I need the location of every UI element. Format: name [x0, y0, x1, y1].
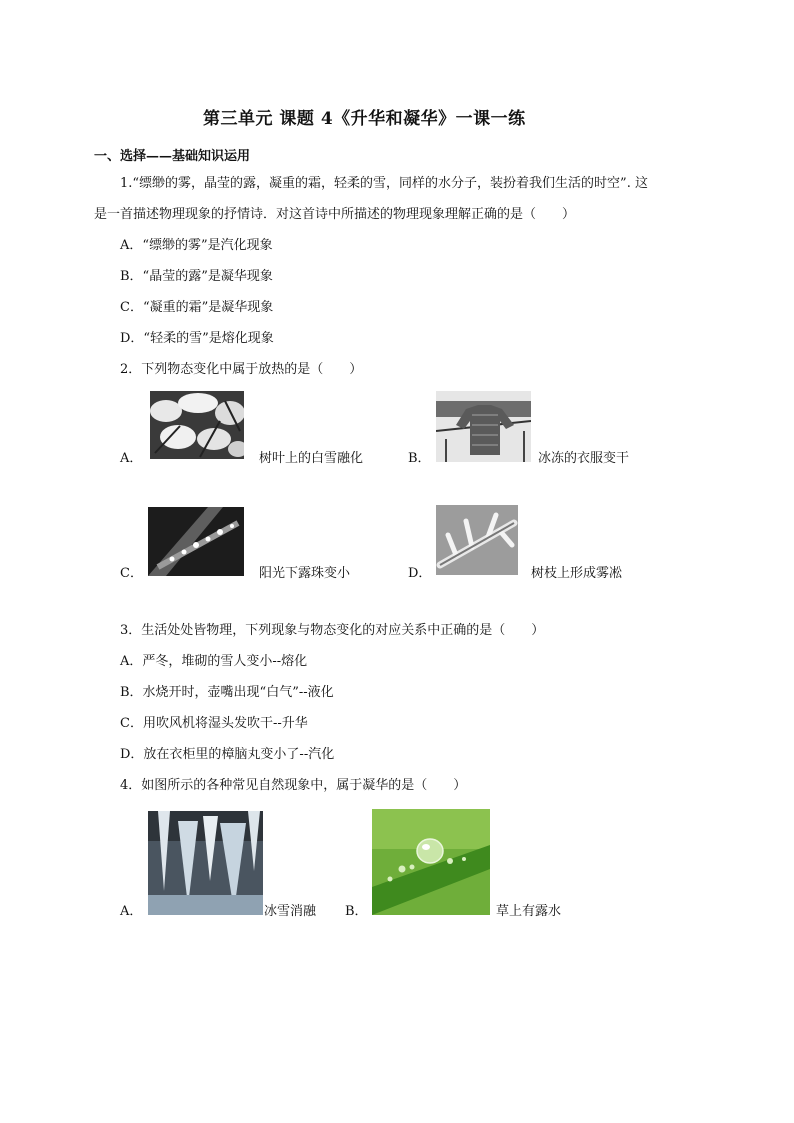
q1-option-c: C．“凝重的霜”是凝华现象: [120, 300, 274, 315]
q4-stem: 4．如图所示的各种常见自然现象中，属于凝华的是（ ）: [120, 778, 467, 793]
q2-option-d-text: 树枝上形成雾凇: [531, 566, 623, 581]
q1-stem-line2: 是一首描述物理现象的抒情诗．对这首诗中所描述的物理现象理解正确的是（ ）: [94, 207, 576, 222]
q2-option-a-letter: A．: [120, 451, 143, 466]
grass-dew-photo: [372, 809, 490, 915]
q2-option-c-text: 阳光下露珠变小: [259, 566, 351, 581]
section-heading: 一、选择——基础知识运用: [94, 149, 251, 164]
snow-leaves-photo: [150, 391, 244, 459]
q3-option-d: D．放在衣柜里的樟脑丸变小了--汽化: [120, 747, 335, 762]
frozen-waterfall-photo: [148, 811, 263, 915]
q4-option-b-text: 草上有露水: [496, 904, 562, 919]
q3-option-c: C．用吹风机将湿头发吹干--升华: [120, 716, 308, 731]
q3-option-a: A．严冬，堆砌的雪人变小--熔化: [120, 654, 308, 669]
rime-branch-photo: [436, 505, 518, 575]
dew-drops-photo: [148, 507, 244, 576]
q2-option-b-text: 冰冻的衣服变干: [538, 451, 630, 466]
q1-option-b: B．“晶莹的露”是凝华现象: [120, 269, 273, 284]
q3-stem: 3．生活处处皆物理，下列现象与物态变化的对应关系中正确的是（ ）: [120, 623, 545, 638]
q4-option-a-letter: A．: [120, 904, 143, 919]
q1-option-d: D．“轻柔的雪”是熔化现象: [120, 331, 274, 346]
q4-option-b-letter: B．: [345, 904, 368, 919]
q2-option-c-letter: C．: [120, 566, 143, 581]
page-title: 第三单元 课题 4《升华和凝华》一课一练: [203, 109, 526, 129]
frozen-sweater-photo: [436, 391, 531, 462]
q1-stem-line1: 1.“缥缈的雾，晶莹的露，凝重的霜，轻柔的雪，同样的水分子，装扮着我们生活的时空”. 这: [120, 176, 648, 191]
q2-option-a-text: 树叶上的白雪融化: [259, 451, 364, 466]
q2-stem: 2．下列物态变化中属于放热的是（ ）: [120, 362, 363, 377]
q1-option-a: A．“缥缈的雾”是汽化现象: [120, 238, 273, 253]
q3-option-b: B．水烧开时，壶嘴出现“白气”--液化: [120, 685, 334, 700]
q2-option-b-letter: B．: [408, 451, 431, 466]
q4-option-a-text: 冰雪消融: [264, 904, 317, 919]
q2-option-d-letter: D．: [408, 566, 432, 581]
